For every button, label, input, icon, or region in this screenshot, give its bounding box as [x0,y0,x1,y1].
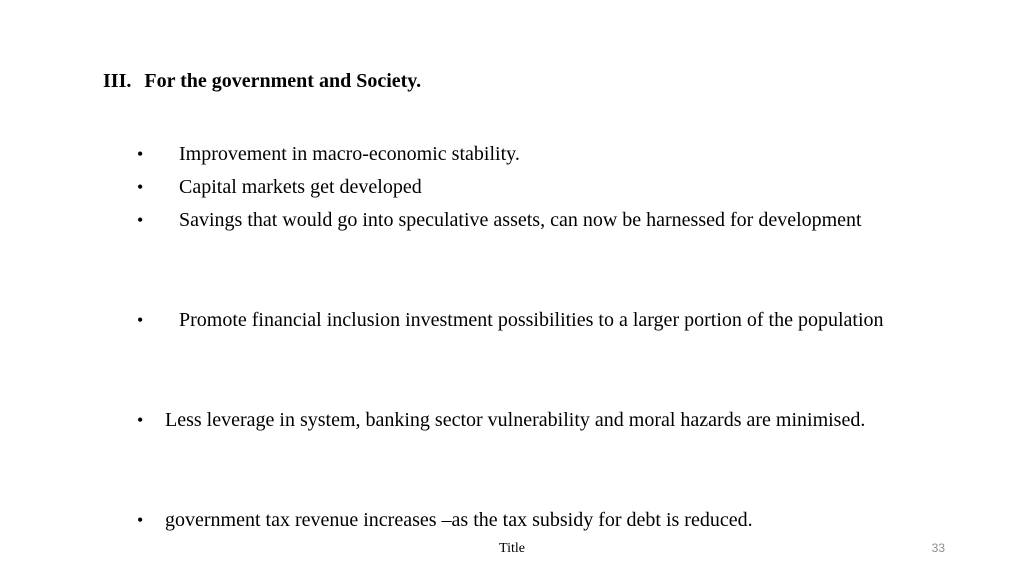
page-number: 33 [931,541,945,555]
bullet-text: Capital markets get developed [179,176,422,198]
section-numeral: III. [103,70,132,92]
bullet-marker: • [137,510,144,530]
section-title: For the government and Society. [144,70,422,92]
bullet-marker: • [137,144,144,164]
bullet-text: Improvement in macro-economic stability. [179,143,520,165]
bullet-text: government tax revenue increases –as the tax subsidy for debt is reduced. [165,509,753,531]
bullet-text: Less leverage in system, banking sector vulnerability and moral hazards are minimised. [165,409,866,431]
bullet-text: Promote financial inclusion investment possibilities to a larger portion of the population [179,309,884,331]
bullet-marker: • [137,210,144,230]
section-heading [103,70,421,93]
bullet-marker: • [137,177,144,197]
bullet-text: Savings that would go into speculative assets, can now be harnessed for development [179,209,862,231]
bullet-marker: • [137,410,144,430]
footer-title: Title [499,541,525,556]
bullet-marker: • [137,310,144,330]
